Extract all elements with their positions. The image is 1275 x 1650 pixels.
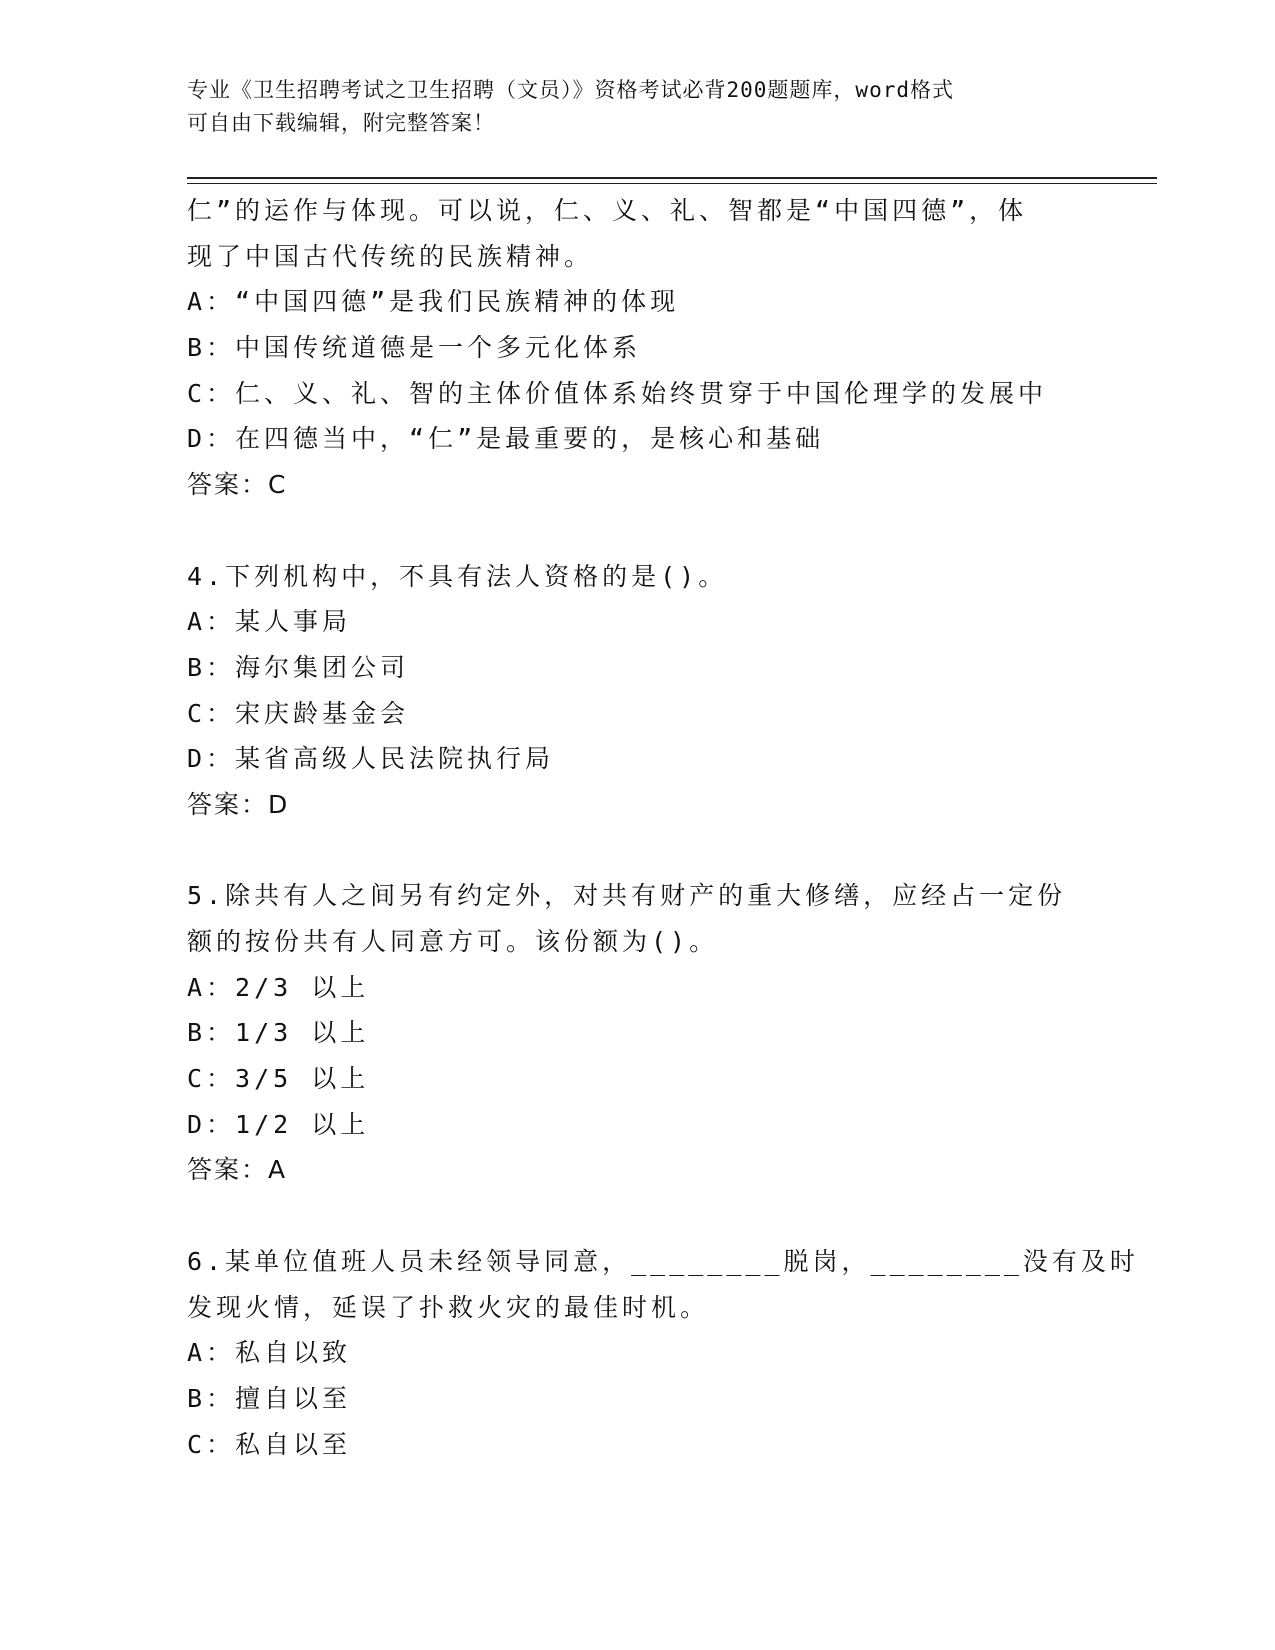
- question-text-line: 仁”的运作与体现。可以说，仁、义、礼、智都是“中国四德”，体: [187, 196, 1028, 225]
- header-line-1: 专业《卫生招聘考试之卫生招聘（文员）》资格考试必背200题题库，word格式: [187, 78, 954, 102]
- question-text-line: 5.除共有人之间另有约定外，对共有财产的重大修缮，应经占一定份: [187, 881, 1067, 911]
- option-a: A：“中国四德”是我们民族精神的体现: [187, 287, 680, 317]
- spacer: [187, 828, 1067, 874]
- option-b: B：1/3 以上: [187, 1018, 370, 1048]
- option-b: B：擅自以至: [187, 1383, 352, 1413]
- option-a: A：2/3 以上: [187, 972, 370, 1002]
- question-text-line: 4.下列机构中，不具有法人资格的是()。: [187, 561, 728, 591]
- option-b: B：中国传统道德是一个多元化体系: [187, 333, 642, 363]
- answer: 答案：D: [187, 789, 290, 819]
- question-text-line: 额的按份共有人同意方可。该份额为()。: [187, 927, 719, 956]
- header-rule-thin: [187, 183, 1157, 184]
- question-6: [187, 1239, 1139, 1467]
- option-c: C：仁、义、礼、智的主体价值体系始终贯穿于中国伦理学的发展中: [187, 378, 1048, 408]
- option-b: B：海尔集团公司: [187, 652, 410, 682]
- option-d: D：某省高级人民法院执行局: [187, 744, 555, 774]
- option-d: D：在四德当中，“仁”是最重要的，是核心和基础: [187, 424, 825, 454]
- question-continuation: [187, 188, 1067, 508]
- question-text-line: 6.某单位值班人员未经领导同意，________脱岗，________没有及时: [187, 1246, 1139, 1276]
- option-c: C：私自以至: [187, 1429, 352, 1459]
- answer: 答案：C: [187, 470, 288, 500]
- answer: 答案：A: [187, 1155, 288, 1185]
- option-c: C：3/5 以上: [187, 1064, 370, 1094]
- question-text-line: 现了中国古代传统的民族精神。: [187, 241, 594, 271]
- option-d: D：1/2 以上: [187, 1109, 370, 1139]
- document-header: [187, 74, 1067, 140]
- question-5: [187, 873, 1067, 1193]
- question-text-line: 发现火情，延误了扑救火灾的最佳时机。: [187, 1292, 710, 1322]
- option-a: A：某人事局: [187, 607, 352, 637]
- question-4: [187, 554, 1067, 828]
- question-content: [187, 188, 1139, 1467]
- spacer: [187, 1193, 1067, 1239]
- option-c: C：宋庆龄基金会: [187, 698, 410, 728]
- spacer: [187, 508, 1067, 554]
- header-line-2: 可自由下载编辑，附完整答案！: [187, 111, 495, 135]
- header-rule-thick: [187, 177, 1157, 179]
- option-a: A：私自以致: [187, 1338, 352, 1368]
